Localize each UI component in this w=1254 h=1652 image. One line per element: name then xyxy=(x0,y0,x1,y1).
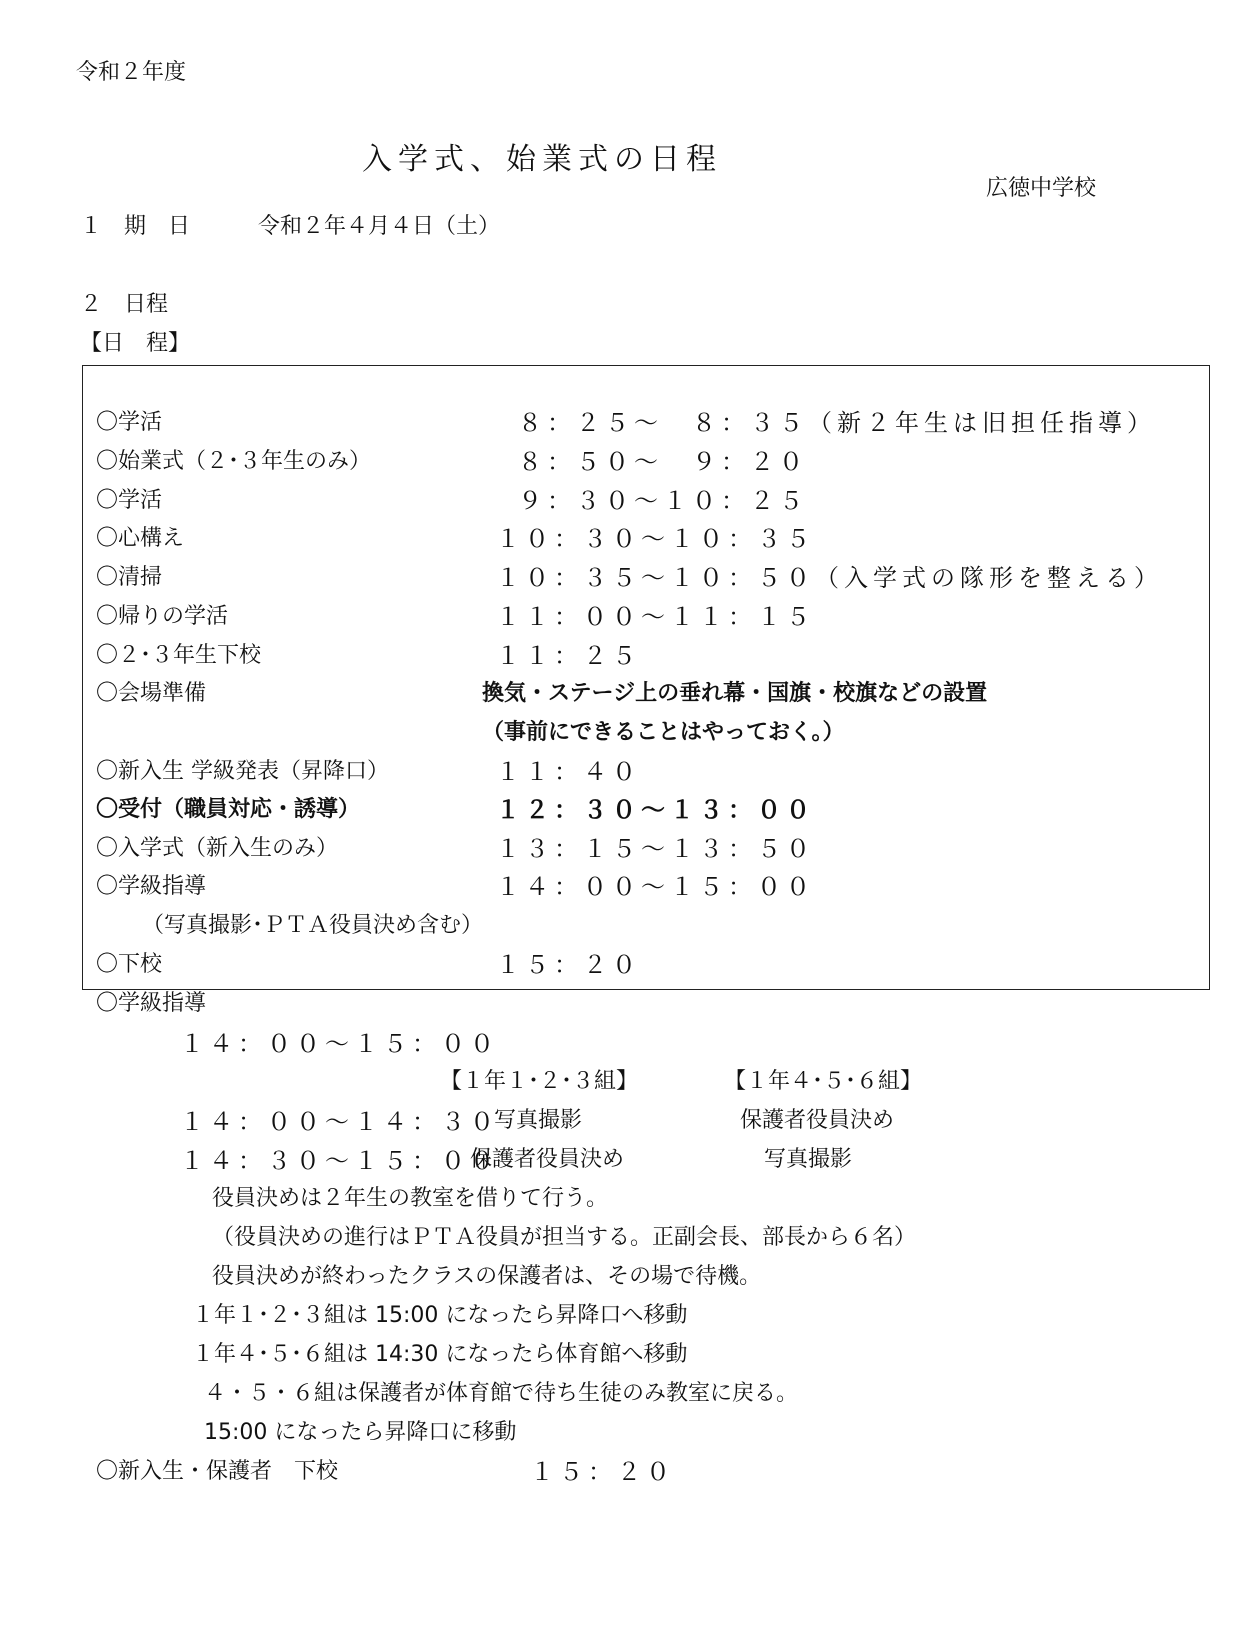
class-guidance-heading: 〇学級指導 xyxy=(96,991,207,1016)
final-time: １５：２０ xyxy=(530,1458,675,1486)
guidance-row-group-b: 保護者役員決め xyxy=(740,1108,895,1133)
section1-label: １ 期 日 xyxy=(80,214,191,239)
schedule-time: １１：２５ xyxy=(496,642,641,670)
schedule-item: 〇学級指導 xyxy=(96,874,207,899)
schedule-item: 〇学活 xyxy=(96,488,163,513)
school-name: 広徳中学校 xyxy=(986,176,1097,201)
schedule-item: 〇会場準備 xyxy=(96,681,207,706)
guidance-row-group-a: 保護者役員決め xyxy=(470,1147,625,1172)
schedule-time: （事前にできることはやっておく。） xyxy=(482,720,845,745)
schedule-item: 〇始業式（２･３年生のみ） xyxy=(96,449,372,474)
schedule-item: 〇２･３年生下校 xyxy=(96,643,262,668)
schedule-item: （写真撮影･ＰＴＡ役員決め含む） xyxy=(142,913,484,938)
schedule-box-heading: 【日 程】 xyxy=(80,331,191,356)
guidance-row-time: １４：３０～１５：００ xyxy=(180,1147,499,1175)
schedule-item: 〇下校 xyxy=(96,952,163,977)
schedule-time: １２：３０～１３：００ xyxy=(496,796,815,824)
guidance-row-group-a: 写真撮影 xyxy=(494,1108,583,1133)
guidance-note: 役員決めは２年生の教室を借りて行う。 xyxy=(212,1186,609,1211)
schedule-item: 〇新入生 学級発表（昇降口） xyxy=(96,759,389,784)
schedule-item: 〇心構え xyxy=(96,526,185,551)
guidance-note: ４・５・６組は保護者が体育館で待ち生徒のみ教室に戻る。 xyxy=(204,1381,799,1406)
fiscal-year: 令和２年度 xyxy=(76,60,187,85)
schedule-time: １０：３５～１０：５０（入学式の隊形を整える） xyxy=(496,564,1163,592)
section1-date: 令和２年４月４日（土） xyxy=(258,214,501,239)
schedule-time: １０：３０～１０：３５ xyxy=(496,525,815,553)
schedule-time: １５：２０ xyxy=(496,951,641,979)
schedule-time: １１：４０ xyxy=(496,758,641,786)
guidance-note: １年４･５･６組は 14:30 になったら体育館へ移動 xyxy=(192,1342,688,1367)
guidance-row-group-b: 写真撮影 xyxy=(764,1147,853,1172)
class-guidance-time: １４：００～１５：００ xyxy=(180,1030,499,1058)
schedule-item: 〇学活 xyxy=(96,410,163,435)
group-b-header: 【１年４･５･６組】 xyxy=(724,1069,923,1094)
schedule-item: 〇入学式（新入生のみ） xyxy=(96,836,339,861)
schedule-time: 換気・ステージ上の垂れ幕・国旗・校旗などの設置 xyxy=(482,681,988,706)
schedule-time: １４：００～１５：００ xyxy=(496,873,815,901)
schedule-time: ８：５０～ ９：２０ xyxy=(518,448,808,476)
guidance-note: （役員決めの進行はＰＴＡ役員が担当する。正副会長、部長から６名） xyxy=(212,1225,917,1250)
final-item: 〇新入生・保護者 下校 xyxy=(96,1459,339,1484)
schedule-time: １３：１５～１３：５０ xyxy=(496,835,815,863)
section2-label: ２ 日程 xyxy=(80,292,169,317)
schedule-time: ９：３０～１０：２５ xyxy=(518,487,808,515)
schedule-item: 〇受付（職員対応・誘導） xyxy=(96,797,361,822)
schedule-time: １１：００～１１：１５ xyxy=(496,603,815,631)
schedule-item: 〇帰りの学活 xyxy=(96,604,229,629)
guidance-note: １年１･２･３組は 15:00 になったら昇降口へ移動 xyxy=(192,1303,688,1328)
schedule-item: 〇清掃 xyxy=(96,565,163,590)
guidance-row-time: １４：００～１４：３０ xyxy=(180,1108,499,1136)
schedule-time: ８：２５～ ８：３５（新２年生は旧担任指導） xyxy=(518,409,1156,437)
guidance-note: 15:00 になったら昇降口に移動 xyxy=(204,1420,517,1445)
group-a-header: 【１年１･２･３組】 xyxy=(440,1069,639,1094)
page-title: 入学式、始業式の日程 xyxy=(362,142,722,177)
guidance-note: 役員決めが終わったクラスの保護者は、その場で待機。 xyxy=(212,1264,762,1289)
